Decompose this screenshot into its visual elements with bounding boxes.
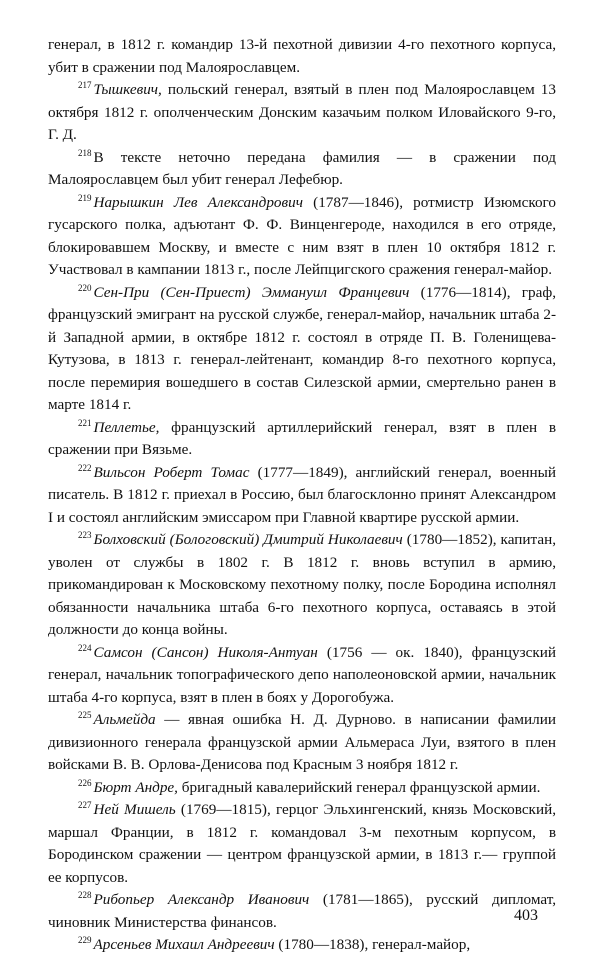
footnote-220 [48, 282, 556, 417]
footnote-226 [48, 777, 556, 800]
footnote-number: 223 [78, 530, 92, 540]
footnote-text: (1780—1852), капитан, уволен от службы в 1802 г. В 1812 г. вновь вступил в армию, прикомандирован к Московскому пехотному полку, после Бородина исполнял обязанности начальника штаба 6-го пехотного корпуса, оставаясь в этой должности до конца войны. [48, 531, 556, 638]
footnote-text: (1781—1865), русский дипломат, чиновник Министерства финансов. [48, 891, 557, 931]
footnote-number: 225 [78, 710, 92, 720]
footnote-text: В тексте неточно передана фамилия — в сражении под Малоярославцем был убит генерал Лефебюр. [48, 148, 556, 188]
footnote-221 [48, 417, 556, 462]
footnote-text: (1776—1814), граф, французский эмигрант на русской службе, генерал-майор, начальник штаба 2-й Западной армии, в октябре 1812 г. состоял в отряде П. В. Голенищева-Кутузова, в 1813 г. генерал-лейтенант, командир 8-го пехотного корпуса, после перемирия вошедшего в состав Силезской армии, смертельно ранен в марте 1814 г. [48, 283, 556, 413]
footnote-name: Арсеньев Михаил Андреевич [93, 936, 275, 953]
footnote-name: Сен-При (Сен-Приест) Эммануил Францевич [93, 283, 410, 301]
footnote-text: бригадный кавалерийский генерал французской армии. [177, 778, 541, 796]
footnotes-text [48, 34, 556, 957]
footnote-name: Нарышкин Лев Александрович [93, 193, 303, 211]
footnote-name: Ней Мишель [93, 801, 176, 818]
footnote-229 [48, 934, 556, 957]
footnote-text: генерал, в 1812 г. командир 13-й пехотной дивизии 4-го пехотного корпуса, убит в сражении под Малоярославцем. [48, 36, 556, 76]
footnote-number: 218 [78, 147, 92, 158]
footnote-217 [48, 79, 556, 147]
footnote-name: Самсон (Сансон) Николя-Антуан [93, 643, 318, 661]
footnote-225 [48, 709, 556, 777]
footnote-name: Альмейда [93, 711, 156, 728]
footnote-name: Вильсон Роберт Томас [93, 463, 250, 481]
footnote-218 [48, 147, 556, 192]
footnote-text: (1756 — ок. 1840), французский генерал, начальник топографического депо наполеоновской армии, начальник штаба 4-го корпуса, взят в плен в боях у Дорогобужа. [48, 643, 556, 706]
footnote-number: 229 [78, 935, 92, 945]
footnote-text: (1787—1846), ротмистр Изюмского гусарского полка, адъютант Ф. Ф. Винценгероде, находился в его отряде, блокировавшем Москву, и вместе с ним взят в плен 10 октября 1812 г. Участвовал в кампании 1813 г., после Лейпцигского сражения генерал-майор. [48, 193, 556, 278]
footnote-number: 222 [78, 462, 92, 473]
footnote-224 [48, 642, 556, 710]
footnote-number: 226 [78, 777, 92, 788]
footnote-text: (1777—1849), английский генерал, военный писатель. В 1812 г. приехал в Россию, был благосклонно принят Александром I и состоял английским эмиссаром при Главной квартире русской армии. [48, 463, 556, 526]
footnote-216-continuation [48, 34, 556, 79]
footnote-number: 220 [78, 282, 92, 293]
footnote-name: Пеллетье, [93, 418, 160, 436]
footnote-text: польский генерал, взятый в плен под Малоярославцем 13 октября 1812 г. ополченческим Донским казачьим полком Иловайского 9-го, Г. Д. [48, 81, 556, 143]
footnote-number: 228 [78, 890, 92, 900]
footnote-number: 224 [78, 642, 92, 653]
footnote-name: Рибопьер Александр Иванович [93, 891, 310, 908]
footnote-text: — явная ошибка Н. Д. Дурново. в написании фамилии дивизионного генерала французской армии Альмераса Луи, взятого в плен войсками В. В. Орлова-Денисова под Красным 3 ноября 1812 г. [48, 711, 556, 773]
footnote-number: 217 [78, 80, 92, 90]
footnote-name: Болховский (Бологовский) Дмитрий Николаевич [93, 531, 403, 548]
footnote-number: 221 [78, 417, 92, 428]
footnote-number: 219 [78, 192, 92, 203]
footnote-223 [48, 529, 556, 642]
footnote-227 [48, 799, 556, 889]
footnote-name: Тышкевич, [93, 81, 162, 98]
footnote-228 [48, 889, 556, 934]
footnote-219 [48, 192, 556, 282]
page-number: 403 [514, 907, 538, 924]
footnote-text: (1769—1815), герцог Эльхингенский, князь Московский, маршал Франции, в 1812 г. командовал 3-м пехотным корпусом, в Бородинском сражении — центром французской армии, в 1813 г.— группой ее корпусов. [48, 801, 556, 886]
footnote-number: 227 [78, 800, 92, 810]
footnote-text: (1780—1838), генерал-майор, [274, 936, 471, 953]
footnote-text: французский артиллерийский генерал, взят в плен в сражении при Вязьме. [48, 418, 556, 458]
footnote-name: Бюрт Андре, [93, 778, 178, 796]
footnote-222 [48, 462, 556, 530]
